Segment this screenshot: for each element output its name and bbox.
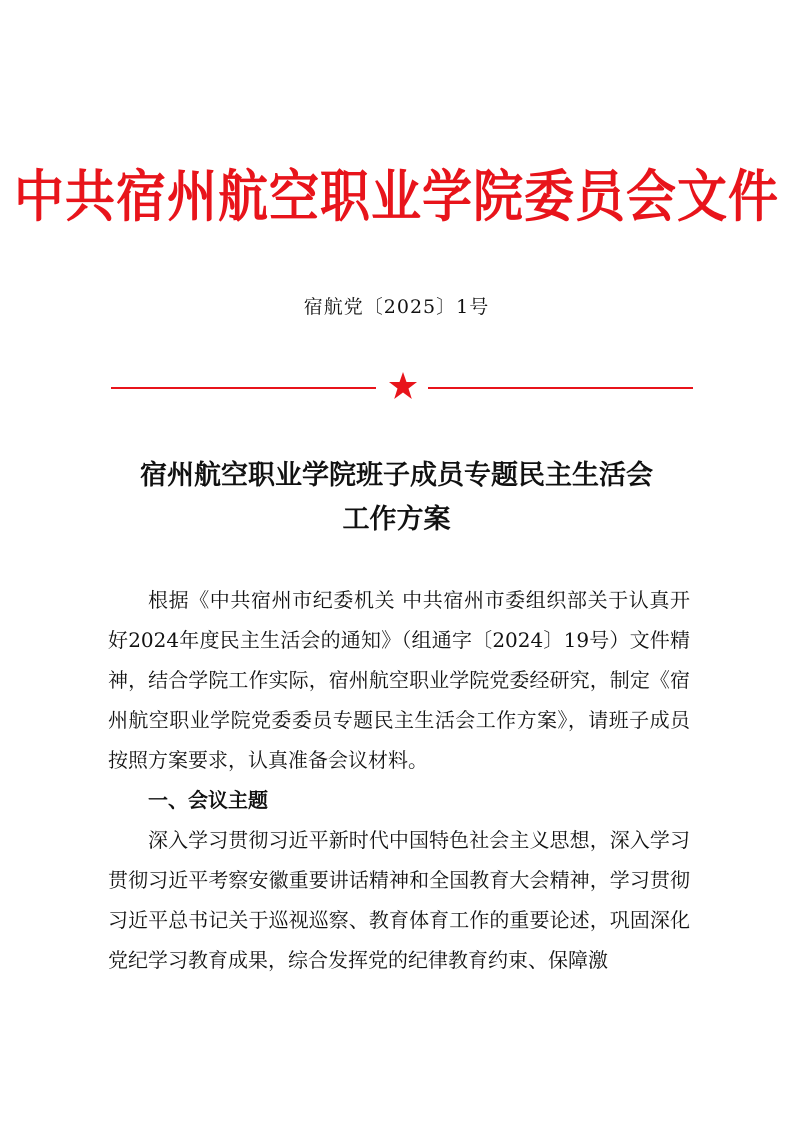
section-heading: 一、会议主题 bbox=[148, 788, 268, 812]
red-separator-right bbox=[428, 387, 693, 389]
body-paragraph: 根据《中共宿州市纪委机关 中共宿州市委组织部关于认真开好2024年度民主生活会的通知》（组通字〔2024〕19号）文件精神，结合学院工作实际，宿州航空职业学院党委经研究，制定《宿州航空职业学院党委委员专题民主生活会工作方案》，请班子成员按照方案要求，认真准备会议材料。 bbox=[108, 588, 690, 772]
document-title-line-1: 宿州航空职业学院班子成员专题民主生活会 bbox=[140, 460, 653, 491]
document-title-line-2: 工作方案 bbox=[342, 504, 451, 535]
document-number: 宿航党〔2025〕1号 bbox=[303, 296, 490, 318]
red-separator-left bbox=[111, 387, 376, 389]
document-masthead: 中共宿州航空职业学院委员会文件 bbox=[14, 164, 779, 230]
star-icon bbox=[387, 370, 419, 402]
star-shape bbox=[389, 372, 417, 399]
body-paragraph: 深入学习贯彻习近平新时代中国特色社会主义思想，深入学习贯彻习近平考察安徽重要讲话精神和全国教育大会精神，学习贯彻习近平总书记关于巡视巡察、教育体育工作的重要论述，巩固深化党纪学习教育成果，综合发挥党的纪律教育约束、保障激 bbox=[108, 828, 690, 972]
